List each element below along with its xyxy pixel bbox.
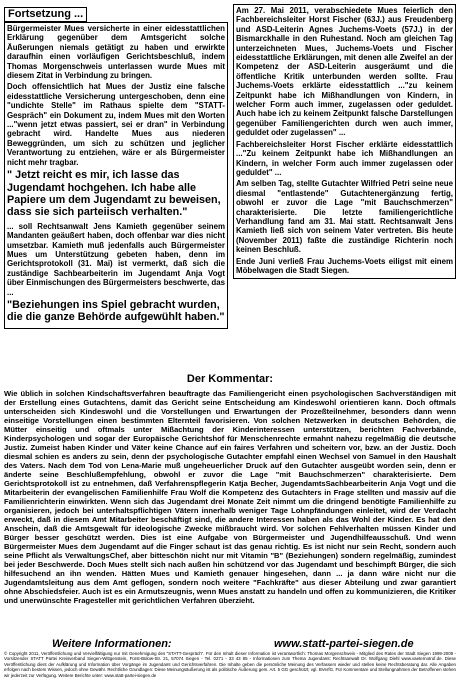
right-column	[233, 4, 456, 279]
right-paragraph-4: Ende Juni verließ Frau Juchems-Voets eiligst mit einem Möbelwagen die Stadt Siegen.	[236, 256, 453, 275]
right-text-box	[233, 4, 456, 279]
right-paragraph-3: Am selben Tag, stellte Gutachter Wilfried Petri seine neue diesmal "entlastende" Gutachtenergänzung fertig, obwohl er zuvor die Lage "mit Bauchschmerzen" charakterisierte. Die letzte familiengerichtliche Verhandlung fand am 31. Mai statt. Rechtsanwalt Jens Kamieth ließ sich von seinem Vater vertreten. Bis heute (November 2011) faßte die zuständige Richterin noch keinen Beschluß.	[236, 179, 453, 255]
kommentar-body	[4, 389, 456, 605]
continuation-heading: Fortsetzung ...	[4, 7, 87, 22]
left-paragraph-2: Doch offensichtlich hat Mues der Justiz eine falsche eidesstattliche Versicherung untergeschoben, denn eine "undichte Stelle" im Rathaus spielte dem "STATT-Gespräch" ein Dokument zu, indem Mues mit den Worten ..."wenn jetzt etwas passiert, sei er dran" in Verbindung gebracht wird. Handelte Mues aus niederen Beweggründen, um sich zu schützen und jeglicher Verantwortung zu entziehen, wäre er als Bürgermeister nicht mehr tragbar.	[7, 82, 225, 167]
left-paragraph-1: Bürgermeister Mues versicherte in einer eidesstattlichen Erklärung gegenüber dem Amtsgericht solche Äußerungen niemals getätigt zu haben und erwirkte daraufhin einen vorläufigen Gerichtsbeschluß, indem Thomas Morgenschweis unterlassen wurde Mues mit diesem Zitat in Verbindung zu bringen.	[7, 24, 225, 81]
info-url-link[interactable]: www.statt-partei-siegen.de	[274, 638, 414, 650]
footer-small-print: © Copyright 2011, Veröffentlichung und Vervielfältigung nur mit Genehmigung des "STATT-Gespräch". Für den Inhalt dieser Information ist verantwortlich: Thomas Morgenschweis - Mitglied des Rates der Stadt Siegen 1999-2009 - Vorsitzender STATT Partei Kreisverband Siegen-Wittgenstein, Fürst-Bülow-Str. 21, 57074 Siegen - Tel. 0271 - 33 43 85 - Informationen zum Thema Jugendamt: Rechtsanwalt Dr. Wolfgang Diehl www.vaeternotruf.de. Diese Veröffentlichung dient der Aufklärung und Information über Vorgänge im Jugendamt und Gerichtsverfahren. Die Inhalte geben die persönliche Meinung des Verfassers wieder und stellen keine Rechtsberatung dar. Alle Angaben erfolgen nach bestem Wissen, jedoch ohne Gewähr. Rechtliche Grundlagen: Diese Meinungsäußerung ist als politische Äußerung gem. Art. 5 GG geschützt; vgl. BVerfG. Für Kommentare und Stellungnahmen der Betroffenen stehen wir jederzeit zur Verfügung. Weitere Berichte unter: www.statt-partei-siegen.de	[4, 651, 456, 678]
kommentar-title: Der Kommentar:	[186, 373, 274, 385]
left-paragraph-3: ... soll Rechtsanwalt Jens Kamieth gegenüber seinem Mandanten geäußert haben, doch offenbar war dies nicht umsetzbar. Kamieth muß jedenfalls auch Bürgermeister Mues um Unterstützung gebeten haben, denn im Gerichtsprotokoll (31. Mai) ist vermerkt, daß sich die zuständige Sachbearbeiterin im Jugendamt Anja Vogt über Einmischungen des Bürgermeisters beschwerte, das ...	[7, 221, 225, 297]
kommentar-text: Wie üblich in solchen Kindschaftsverfahren beauftragte das Familiengericht einen psychologischen Sachverständigen mit der Erstellung eines Gutachtens, damit das Gericht seine Entscheidung am Kindeswohl orientieren kann. Doch oftmals unterscheiden sich Kindeswohl und die Vorstellungen und Erwartungen der Prozeßteilnehmer, besonders dann wenn einseitige Vorstellungen einen bestimmten Elternteil favorisieren. Von solchen Netzwerken in deutschen Behörden, die Mütter einseitig und oftmals unter Mißachtung der Kinderinteressen unterstützen, berichten Fachverbände, Kinderpsychologen und sogar der Europäische Gerichtshof für Menschenrechte ermahnt nahezu regelmäßig die deutsche Justiz. Zumeist haben Kinder und Väter keine Chance auf ein faires Verfahren und scheitern vor, bzw. an der Justiz. Doch diesmal schien es anders zu sein, denn der psychologische Gutachter empfahl einen Wechsel von Samuel in den Haushalt des Vaters. Nach dem Tod von Lena-Marie muß ungeheuerlicher Druck auf den Gutachter ausgeübt worden sein, denn er änderte seine Beschlußempfehlung, obwohl er zuvor die Lage "mit Bauchschmerzen" charakterisierte. Dem Gerichtsprotokoll ist zu entnehmen, daß Verfahrenspflegerin Katja Becher, JugendamtsSachbearbeiterin Anja Vogt und die Mitarbeiterin der evangelischen Familienhilfe Frau Wolf die Kompetenz des Gutachters in Frage stellten und massiv auf die Familienrichterin einwirkten. Wenn sich das Jugendamt drei Monate Zeit nimmt um die dringend benötigte Familienhilfe zu organisieren, jedoch bei unterhaltspflichtigen Vätern innerhalb weniger Tage Lohnpfändungen einleitet, wird der Verdacht erweckt, daß in diesem Amt Mitarbeiter beschäftigt sind, die andere Interessen haben als das Wohl der Kinder. Es hat den Anschein, daß die Amtsgewalt für ideologische Zwecke mißbraucht wird. Vor solchen Fehlverhalten müssen Kinder und Bürger besser geschützt werden. Dies ist eine Aufgabe von Bürgermeister und Jugendhilfeausschuß. Und wenn Bürgermeister Mues dem Jugendamt auf die Finger schaut ist das genau richtig. Es ist nicht nur sein Recht, sondern auch seine Pflicht als VerwaltungsChef, aber bitteschön nicht nur mit Vitamin "B" (Beziehungen) sondern regelmäßig, zumindest bei jeder Beschwerde. Doch Mues stellt sich nach außen hin schützend vor das Jugendamt und beschimpft Bürger, die sich hilfesuchend an ihn wenden. Hätten Mues und Kamieth genauer hingesehen, dann ... ja dann wäre nicht nur die Jugendamtsleitung aus dem Amt geflogen, sondern noch weitere "Fachkräfte" aus dieser Abteilung und zwar garantiert ohne Abschiedsfeier. Auch ist es ein Armutszeugnis, wenn Mues anstatt zu handeln und offen zu kommunizieren, die Kritiker und unerwünschte Fragesteller mit gerichtlichen Verfahren überzieht.	[4, 389, 456, 606]
info-label: Weitere Informationen:	[52, 638, 172, 650]
right-paragraph-1: Am 27. Mai 2011, verabschiedete Mues feierlich den Fachbereichsleiter Horst Fischer (63J.) aus Freudenberg und ASD-Leiterin Agnes Juchems-Voets (57J.) in der Bismarckhalle in den Ruhestand. Noch am gleichen Tag unterzeichneten Mues, Juchems-Voets und Fischer eidesstattliche Erklärungen, mit denen alle Zweifel an der Kompetenz der ASD-Leiterin ausgeräumt und die öffentliche Kritik unterbunden werden sollte. Frau Juchems-Voets erklärte eidesstattlich ..."zu keinem Zeitpunkt habe ich Mißhandlungen von Kindern, in welcher Form auch immer, zugelassen oder geduldet. Auch habe ich zu keinem Zeitpunkt falsche Darstellungen gegenüber Familiengerichten durch wen auch immer, geduldet oder zugelassen" ...	[236, 6, 453, 138]
left-text-box	[4, 22, 228, 329]
right-paragraph-2: Fachbereichsleiter Horst Fischer erklärte eidesstattlich ..."Zu keinem Zeitpunkt habe ich Mißhandlungen an Kindern, in welcher Form auch immer zugelassen oder geduldet" ...	[236, 139, 453, 177]
pull-quote-jugendamt: " Jetzt reicht es mir, ich lasse das Jugendamt hochgehen. Ich habe alle Papiere um dem Jugendamt zu beweisen, dass sie sich parteiisch verhalten."	[7, 169, 221, 219]
footer-info-line	[4, 638, 456, 650]
left-column	[4, 4, 228, 329]
pull-quote-beziehungen: "Beziehungen ins Spiel gebracht wurden, die die ganze Behörde aufgewühlt haben."	[7, 298, 225, 324]
